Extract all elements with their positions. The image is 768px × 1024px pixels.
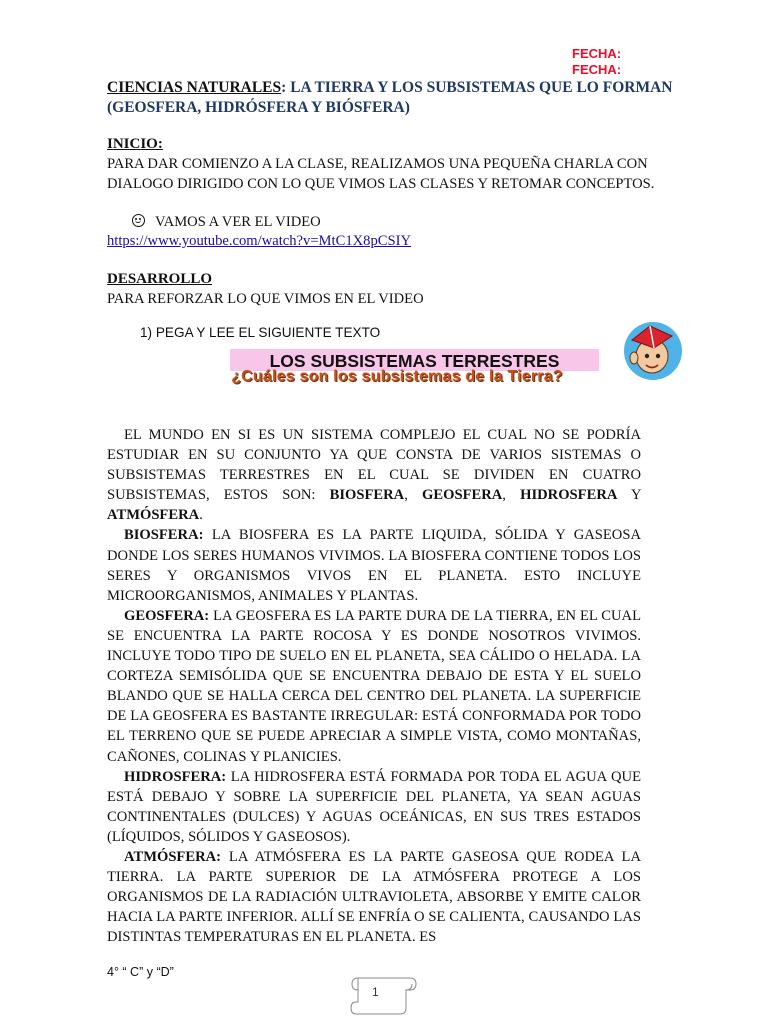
step-1: 1) PEGA Y LEE EL SIGUIENTE TEXTO: [140, 325, 381, 340]
banner-title: LOS SUBSISTEMAS TERRESTRES: [269, 351, 560, 371]
geosfera-paragraph: [107, 606, 641, 767]
banner-subtitle: ¿Cuáles son los subsistemas de la Tierra?: [231, 368, 563, 385]
subject-label: CIENCIAS NATURALES: [107, 79, 282, 96]
kid-reading-book-icon: [620, 318, 684, 382]
title-colon: :: [281, 79, 287, 96]
hidrosfera-paragraph: [107, 767, 641, 847]
atmosfera-text: LA ATMÓSFERA ES LA PARTE GASEOSA QUE RODEA LA TIERRA. LA PARTE SUPERIOR DE LA ATMÓSFERA PROTEGE A LOS ORGANISMOS DE LA RADIACIÓN ULTRAVIOLETA, ABSORBE Y EMITE CALOR HACIA LA PARTE INFERIOR. ALLÍ SE ENFRÍA O SE CALIENTA, CAUSANDO LAS DISTINTAS TEMPERATURAS EN EL PLANETA. ES: [107, 848, 641, 946]
intro-atmosfera: ATMÓSFERA: [107, 507, 200, 524]
biosfera-paragraph: [107, 525, 641, 605]
video-line-link: [107, 232, 667, 252]
page-number: 1: [372, 985, 379, 999]
page-number-container: [350, 972, 418, 1016]
atmosfera-paragraph: [107, 847, 641, 947]
atmosfera-term: ATMÓSFERA:: [124, 848, 222, 865]
intro-sep-1: ,: [404, 487, 423, 504]
title-text: LA TIERRA Y LOS SUBSISTEMAS QUE LO FORMAN (GEOSFERA, HIDRÓSFERA Y BIÓSFERA): [107, 79, 673, 116]
inicio-heading: INICIO:: [107, 136, 163, 152]
desarrollo-paragraph: PARA REFORZAR LO QUE VIMOS EN EL VIDEO: [107, 291, 424, 307]
biosfera-term: BIOSFERA:: [124, 527, 204, 544]
intro-sep-2: ,: [502, 487, 521, 504]
intro-paragraph: [107, 425, 641, 525]
intro-sep-3: Y: [617, 487, 642, 504]
hidrosfera-text: LA HIDROSFERA ESTÁ FORMADA POR TODA EL AGUA QUE ESTÁ DEBAJO Y SOBRE LA SUPERFICIE DEL PLANETA, YA SEAN AGUAS CONTINENTALES (DULCES) Y AGUAS OCEÁNICAS, EN SUS TRES ESTADOS (LÍQUIDOS, SÓLIDOS Y GASEOSOS).: [107, 768, 641, 845]
hidrosfera-term: HIDROSFERA:: [124, 768, 227, 785]
lesson-title: [107, 78, 677, 118]
video-link[interactable]: https://www.youtube.com/watch?v=MtC1X8pCSIY: [107, 233, 412, 249]
fecha-label-1: FECHA:: [572, 46, 622, 61]
grade-footer: 4° “ C” y “D”: [107, 965, 174, 979]
intro-geosfera: GEOSFERA: [422, 487, 503, 504]
reading-text: [107, 425, 641, 947]
video-label: VAMOS A VER EL VIDEO: [155, 214, 321, 230]
intro-end: .: [199, 507, 203, 524]
fecha-label-2: FECHA:: [572, 62, 622, 77]
video-line: [132, 213, 692, 233]
geosfera-term: GEOSFERA:: [124, 607, 210, 624]
scroll-icon: [350, 972, 418, 1016]
geosfera-text: LA GEOSFERA ES LA PARTE DURA DE LA TIERRA, EN EL CUAL SE ENCUENTRA LA PARTE ROCOSA Y ES DONDE NOSOTROS VIVIMOS. INCLUYE TODO TIPO DE SUELO EN EL PLANETA, SEA CÁLIDO O HELADA. LA CORTEZA SEMISÓLIDA QUE SE ENCUENTRA DEBAJO DE ESTA Y EL SUELO BLANDO QUE SE HALLA CERCA DEL CENTRO DEL PLANETA. LA SUPERFICIE DE LA GEOSFERA ES BASTANTE IRREGULAR: ESTÁ CONFORMADA POR TODO EL TERRENO QUE SE PUEDE APRECIAR A SIMPLE VISTA, COMO MONTAÑAS, CAÑONES, COLINAS Y PLANICIES.: [107, 607, 641, 765]
intro-biosfera: BIOSFERA: [329, 487, 405, 504]
biosfera-text: LA BIOSFERA ES LA PARTE LIQUIDA, SÓLIDA Y GASEOSA DONDE LOS SERES HUMANOS VIVIMOS. LA BIOSFERA CONTIENE TODOS LOS SERES Y ORGANISMOS VIVOS EN EL PLANETA. ESTO INCLUYE MICROORGANISMOS, ANIMALES Y PLANTAS.: [107, 527, 641, 604]
inicio-paragraph: PARA DAR COMIENZO A LA CLASE, REALIZAMOS UNA PEQUEÑA CHARLA CON DIALOGO DIRIGIDO CON LO QUE VIMOS LAS CLASES Y RETOMAR CONCEPTOS.: [107, 156, 655, 192]
intro-text: EL MUNDO EN SI ES UN SISTEMA COMPLEJO EL CUAL NO SE PODRÍA ESTUDIAR EN SU CONJUNTO YA QUE CONSTA DE VARIOS SISTEMAS O SUBSISTEMAS TERRESTRES EN EL CUAL SE DIVIDEN EN CUATRO SUBSISTEMAS, ESTOS SON:: [107, 427, 641, 504]
smiley-icon: [132, 214, 145, 227]
intro-hidrosfera: HIDROSFERA: [520, 487, 618, 504]
desarrollo-heading: DESARROLLO: [107, 271, 213, 287]
